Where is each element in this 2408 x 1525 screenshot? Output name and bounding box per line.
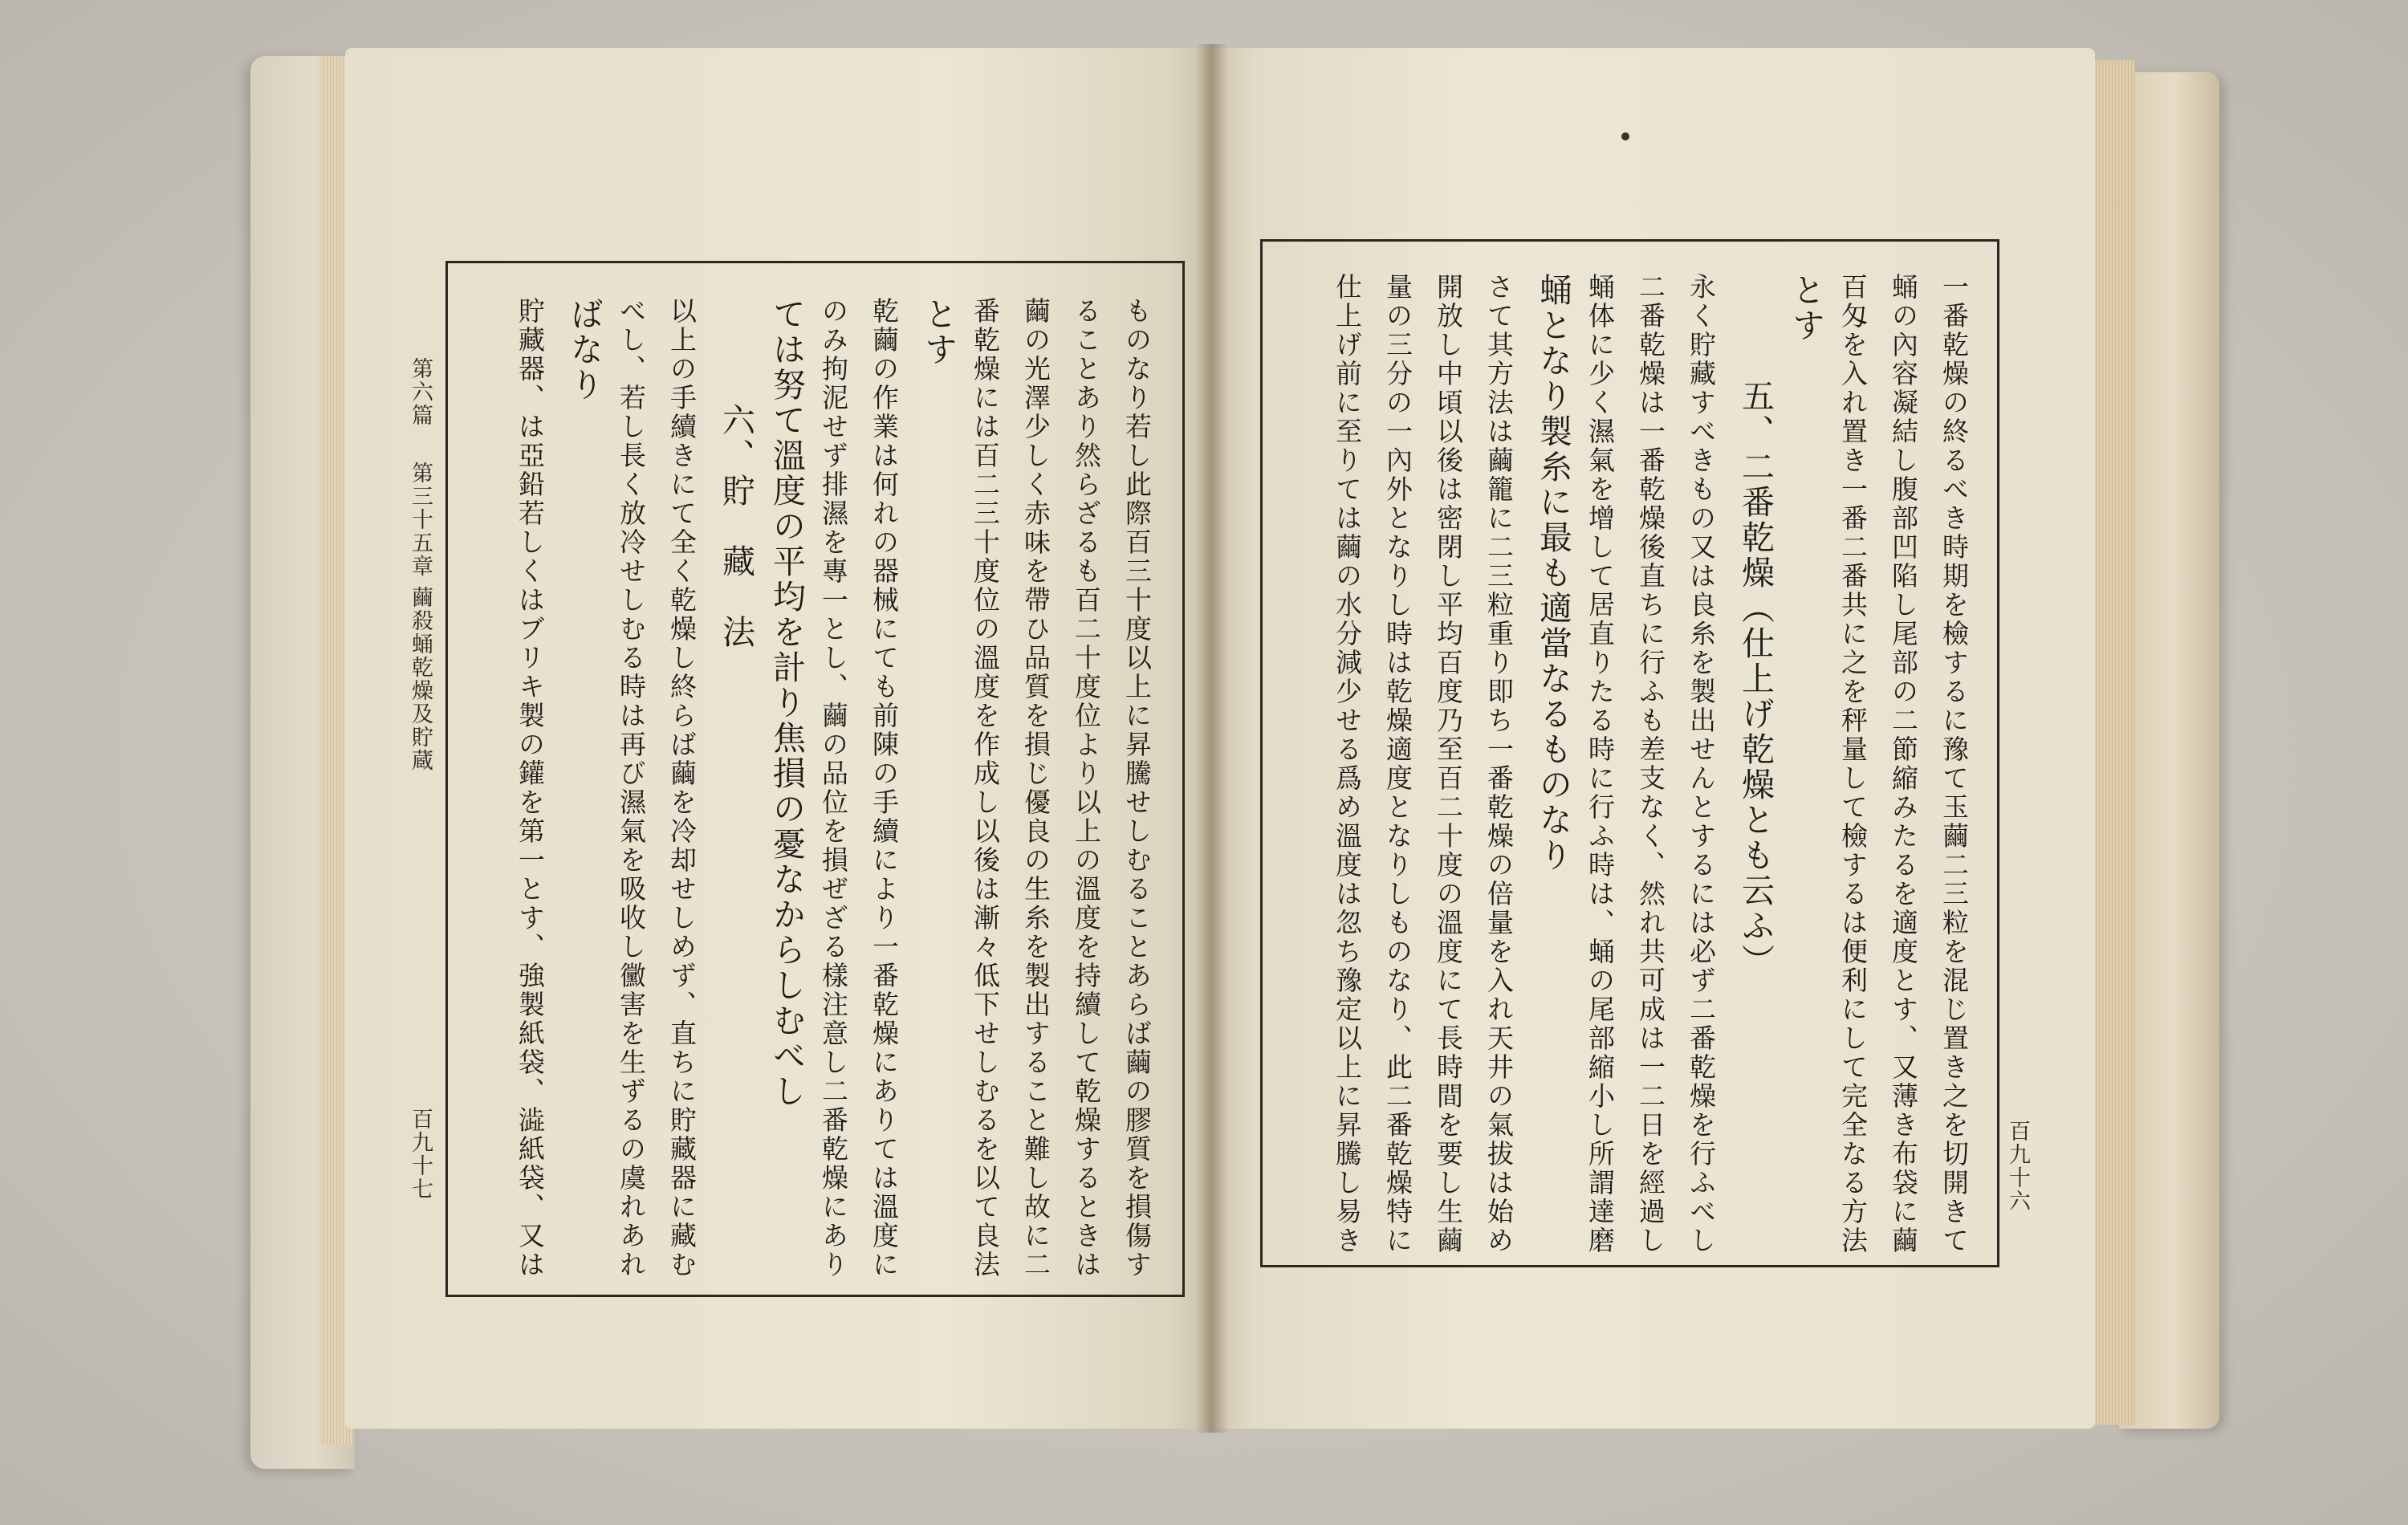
left-line-1: ものなり若し此際百三十度以上に昇騰せしむることあらば繭の膠質を損傷す: [1121, 297, 1153, 1279]
left-line-12: ばなり: [565, 297, 604, 403]
right-line-7: 二番乾燥は一番乾燥後直ちに行ふも差支なく、然れ共可成は一二日を經過し: [1635, 273, 1666, 1255]
left-header-chapter-title: 繭殺蛹乾燥及貯蔵: [408, 586, 433, 772]
left-header-section: 第六篇: [408, 357, 433, 427]
left-line-4: 番乾燥には百二三十度位の溫度を作成し以後は漸々低下せしむるを以て良法: [970, 297, 1001, 1279]
right-line-10: さて其方法は繭籠に二三粒重り即ち一番乾燥の倍量を入れ天井の氣拔は始め: [1483, 273, 1515, 1255]
right-line-6: 永く貯藏すべきもの又は良糸を製出せんとするには必ず二番乾燥を行ふべし: [1686, 273, 1717, 1255]
right-line-2: 蛹の內容凝結し腹部凹陷し尾部の二節縮みたるを適度とす、又薄き布袋に繭: [1888, 273, 1919, 1255]
left-line-3: 繭の光澤少しく赤味を帶ひ品質を損じ優良の生糸を製出すること難し故に二: [1020, 297, 1051, 1279]
left-line-2: ることあり然らざるも百二十度位より以上の溫度を持續して乾燥するときは: [1071, 297, 1102, 1279]
right-line-3: 百匁を入れ置き一番二番共に之を秤量して檢するは便利にして完全なる方法: [1837, 273, 1869, 1255]
right-section-heading: 五、二番乾燥（仕上げ乾燥とも云ふ）: [1736, 273, 1775, 979]
left-page-number: 百九十七: [408, 1108, 433, 1201]
right-line-4: とす: [1787, 273, 1825, 344]
left-section-heading: 六、貯 藏 法: [717, 297, 755, 650]
left-line-5: とす: [919, 297, 958, 368]
right-line-13: 仕上げ前に至りては繭の水分減少せる爲め溫度は忽ち豫定以上に昇騰し易き: [1332, 273, 1363, 1255]
left-line-13: 貯藏器、は亞鉛若しくはブリキ製の鑵を第一とす、強製紙袋、澁紙袋、又は: [515, 297, 546, 1279]
right-line-12: 量の三分の一內外となりし時は乾燥適度となりしものなり、此二番乾燥特に: [1382, 273, 1413, 1255]
right-page-number: 百九十六: [2005, 1120, 2030, 1213]
left-line-11: べし、若し長く放冷せしむる時は再び濕氣を吸收し黴害を生ずるの虞れあれ: [616, 297, 647, 1279]
left-line-8: ては努て溫度の平均を計り焦損の憂なからしむべし: [767, 297, 806, 1109]
left-line-10: 以上の手續きにて全く乾燥し終らば繭を冷却せしめず、直ちに貯藏器に藏む: [666, 297, 698, 1279]
right-line-9: 蛹となり製糸に最も適當なるものなり: [1534, 273, 1572, 873]
right-line-11: 開放し中頃以後は密閉し平均百度乃至百二十度の溫度にて長時間を要し生繭: [1433, 273, 1464, 1255]
left-line-7: のみ拘泥せず排濕を專一とし、繭の品位を損ぜざる樣注意し二番乾燥にあり: [818, 297, 849, 1279]
ink-spot: [1621, 132, 1629, 140]
left-line-6: 乾繭の作業は何れの器械にても前陳の手續により一番乾燥にありては溫度に: [868, 297, 900, 1279]
left-header-chapter: 第三十五章: [408, 462, 433, 578]
book-gutter: [1196, 44, 1228, 1433]
right-line-8: 蛹体に少く濕氣を增して居直りたる時に行ふ時は、蛹の尾部縮小し所謂達磨: [1584, 273, 1616, 1255]
right-line-1: 一番乾燥の終るべき時期を檢するに豫て玉繭二三粒を混じ置き之を切開きて: [1938, 273, 1970, 1255]
